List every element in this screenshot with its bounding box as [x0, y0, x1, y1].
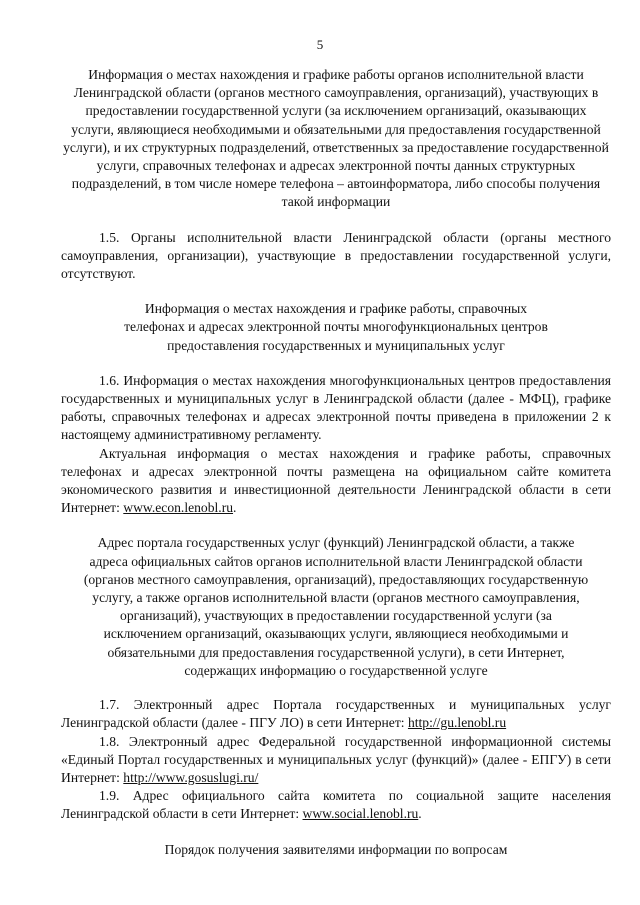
- actual-info-text: Актуальная информация о местах нахождения и графике работы, справочных телефонах и адресах электронной почты размещена на официальном сайте комитета экономического развития и инвестиционной деятельности Ленинградской области в сети Интернет:: [61, 445, 611, 516]
- section-heading-portal: Адрес портала государственных услуг (функций) Ленинградской области, а также адреса официальных сайтов органов исполнительной власти Ленинградской области (органов местного самоуправления, организаций), предоставляющих государственную услугу, а также органов исполнительной власти (органов местного самоуправления, организаций), участвующих в предоставлении государственной услуги (за исключением организаций, оказывающих услуги, являющиеся необходимыми и обязательными для предоставления государственной услуги), в сети Интернет, содержащих информацию о государственной услуге: [83, 535, 589, 678]
- document-body: [61, 66, 611, 859]
- gosuslugi-link[interactable]: http://www.gosuslugi.ru/: [123, 769, 259, 785]
- p19-end: .: [418, 806, 422, 822]
- pgu-link[interactable]: http://gu.lenobl.ru: [407, 715, 507, 731]
- paragraph-1-9: [61, 787, 611, 823]
- paragraph-1-5: 1.5. Органы исполнительной власти Ленинградской области (органы местного самоуправления, организации), участвующие в предоставлении государственной услуги, отсутствуют.: [61, 229, 611, 282]
- paragraph-1-6: 1.6. Информация о местах нахождения многофункциональных центров предоставления государственных и муниципальных услуг в Ленинградской области (далее - МФЦ), графике работы, справочных телефонах и адресах электронной почты приведена в приложении 2 к настоящему административному регламенту.: [61, 372, 611, 443]
- social-site-link[interactable]: www.social.lenobl.ru: [302, 806, 419, 822]
- section-heading-mfc: Информация о местах нахождения и графике работы, справочных телефонах и адресах электронной почты многофункциональных центров предоставления государственных и муниципальных услуг: [124, 301, 548, 353]
- section-heading-agencies: Информация о местах нахождения и графике работы органов исполнительной власти Ленинградской области (органов местного самоуправления, организаций), участвующих в предоставлении государственной услуги (за исключением организаций, оказывающих услуги, являющиеся необходимыми и обязательными для предоставления государственной услуги), и их структурных подразделений, ответственных за предоставление государственной услуги, справочных телефонах и адресах электронной почты данных структурных подразделений, в том числе номере телефона – автоинформатора, либо способы получения такой информации: [63, 67, 609, 210]
- section-heading-procedure: Порядок получения заявителями информации по вопросам: [164, 841, 508, 857]
- p18-text: 1.8. Электронный адрес Федеральной государственной информационной системы «Единый Портал государственных и муниципальных услуг (функций)» (далее - ЕПГУ) в сети Интернет:: [61, 733, 611, 785]
- actual-info-end: .: [233, 500, 237, 516]
- page-number: 5: [316, 37, 324, 52]
- paragraph-actual-info: [61, 445, 611, 518]
- paragraph-1-7: [61, 696, 611, 732]
- paragraph-1-8: [61, 733, 611, 788]
- p17-text: 1.7. Электронный адрес Портала государственных и муниципальных услуг Ленинградской области (далее - ПГУ ЛО) в сети Интернет:: [61, 697, 611, 731]
- p19-text: 1.9. Адрес официального сайта комитета по социальной защите населения Ленинградской области в сети Интернет:: [61, 788, 611, 822]
- econ-site-link[interactable]: www.econ.lenobl.ru: [123, 500, 234, 516]
